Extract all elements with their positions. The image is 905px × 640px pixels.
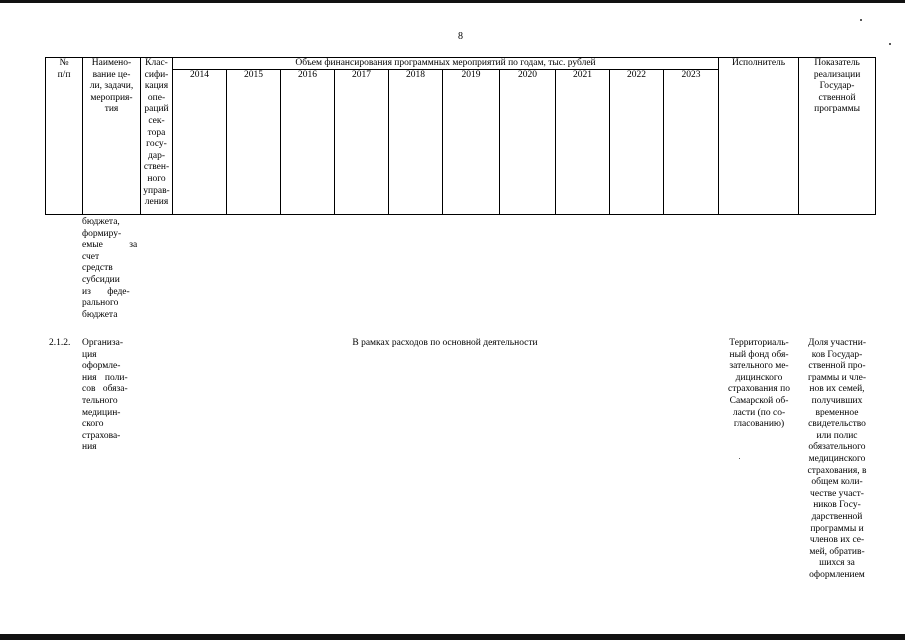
page-number: 8 — [458, 31, 463, 42]
row-funding-note: В рамках расходов по основной деятельности — [352, 338, 538, 348]
header-executor: Исполнитель — [719, 58, 799, 215]
year-header: 2019 — [443, 70, 500, 215]
year-header: 2018 — [389, 70, 443, 215]
year-header: 2016 — [281, 70, 335, 215]
row-name-text: Организа- ция оформле- ния поли- сов обяза- тельного медицин- ского страхова- ния — [82, 338, 128, 453]
row-number: 2.1.2. — [49, 338, 71, 348]
scan-speck — [889, 43, 891, 45]
header-name: Наимено- вание це- ли, задачи, мероприя- тия — [83, 58, 141, 215]
header-classification: Клас- сифи- кация опе- раций сек- тора госу- дар- ствен- ного управ- ления — [141, 58, 173, 215]
top-border — [0, 0, 905, 3]
header-number: № п/п — [46, 58, 83, 215]
continuation-name-text: бюджета, формиру- емые за счет средств субсидии из феде- рального бюджета — [82, 217, 138, 320]
year-header: 2021 — [556, 70, 610, 215]
year-header: 2017 — [335, 70, 389, 215]
header-funding-title: Объем финансирования программных мероприятий по годам, тыс. рублей — [173, 58, 719, 70]
header-table — [45, 57, 876, 215]
scan-speck — [739, 458, 740, 459]
scan-speck — [860, 19, 862, 21]
year-header: 2022 — [610, 70, 664, 215]
year-header: 2020 — [500, 70, 556, 215]
year-header: 2023 — [664, 70, 719, 215]
year-header: 2014 — [173, 70, 227, 215]
row-indicator: Доля участни- ков Государ- ственной про- граммы и чле- нов их семей, получивших временное свидетельство или полис обязательного медицинского страхования, в общем коли- честве участ- ников Госу- дарственной программы и членов их се- мей, обратив- шихся за оформлением — [807, 338, 867, 580]
year-header: 2015 — [227, 70, 281, 215]
header-indicator: Показатель реализации Государ- ственной программы — [799, 58, 876, 215]
bottom-border — [0, 634, 905, 640]
row-executor: Территориаль- ный фонд обя- зательного ме- дицинского страхования по Самарской об- ласти (по со- гласованию) — [728, 338, 790, 430]
